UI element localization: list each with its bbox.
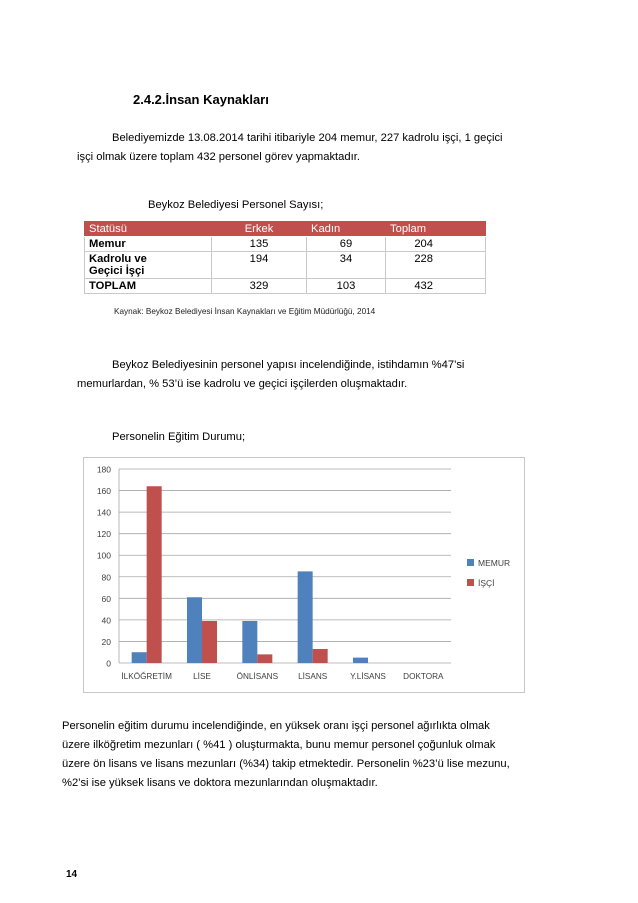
bar-i̇şçi̇ — [257, 654, 272, 663]
legend-swatch — [467, 559, 474, 566]
structure-line-1: Beykoz Belediyesinin personel yapısı incelendiğinde, istihdamın %47’si — [112, 359, 465, 371]
header-status: Statüsü — [85, 222, 212, 237]
header-total: Toplam — [386, 222, 486, 237]
structure-paragraph — [77, 356, 582, 394]
summary-line-1: Personelin eğitim durumu incelendiğinde, en yüksek oranı işçi personel ağırlıkta olmak — [62, 720, 490, 732]
row-status: TOPLAM — [85, 279, 212, 294]
row-male: 194 — [212, 252, 307, 279]
y-tick-label: 100 — [96, 550, 111, 561]
table-caption: Beykoz Belediyesi Personel Sayısı; — [148, 199, 324, 211]
row-status — [85, 252, 212, 279]
x-tick-label: LİSE — [193, 672, 211, 681]
bar-memur — [242, 621, 257, 663]
intro-paragraph — [77, 129, 582, 167]
bar-i̇şçi̇ — [202, 621, 217, 663]
education-chart — [83, 457, 525, 693]
row-status: Memur — [85, 237, 212, 252]
y-tick-label: 120 — [96, 529, 111, 540]
row-female: 103 — [307, 279, 386, 294]
x-tick-label: LİSANS — [298, 672, 328, 681]
summary-line-2: üzere ilköğretim mezunları ( %41 ) oluşturmakta, bunu memur personel çoğunluk olmak — [62, 739, 496, 751]
table-row — [85, 252, 486, 279]
summary-line-3: üzere ön lisans ve lisans mezunları (%34) takip etmektedir. Personelin %23’ü lise mezunu, — [62, 758, 510, 770]
table-source: Kaynak: Beykoz Belediyesi İnsan Kaynakları ve Eğitim Müdürlüğü, 2014 — [114, 307, 376, 316]
row-male: 135 — [212, 237, 307, 252]
y-tick-label: 20 — [101, 636, 111, 647]
y-tick-label: 160 — [96, 486, 111, 497]
row-total: 228 — [386, 252, 486, 279]
summary-paragraph — [62, 717, 577, 793]
legend-label: İŞÇİ — [478, 578, 495, 588]
summary-line-4: %2’si ise yüksek lisans ve doktora mezunlarından oluşmaktadır. — [62, 777, 378, 789]
bar-memur — [353, 658, 368, 663]
chart-caption: Personelin Eğitim Durumu; — [112, 431, 246, 443]
table-row — [85, 279, 486, 294]
table-row — [85, 237, 486, 252]
bar-i̇şçi̇ — [147, 486, 162, 663]
row-total: 204 — [386, 237, 486, 252]
section-heading: 2.4.2.İnsan Kaynakları — [133, 92, 269, 107]
table-header-row — [85, 222, 486, 237]
y-tick-label: 180 — [96, 464, 111, 475]
y-tick-label: 60 — [101, 593, 111, 604]
x-tick-label: DOKTORA — [403, 672, 444, 681]
row-status-line-2: Geçici İşçi — [89, 265, 145, 277]
bar-memur — [298, 571, 313, 663]
row-status-line-1: Kadrolu ve — [89, 253, 147, 265]
row-total: 432 — [386, 279, 486, 294]
y-tick-label: 80 — [101, 572, 111, 583]
structure-line-2: memurlardan, % 53’ü ise kadrolu ve geçici işçilerden oluşmaktadır. — [77, 378, 408, 390]
y-tick-label: 0 — [106, 658, 111, 669]
y-tick-label: 140 — [96, 507, 111, 518]
bar-i̇şçi̇ — [313, 649, 328, 663]
staff-table — [84, 221, 486, 294]
row-female: 69 — [307, 237, 386, 252]
row-female: 34 — [307, 252, 386, 279]
bar-memur — [187, 597, 202, 663]
legend-swatch — [467, 579, 474, 586]
row-male: 329 — [212, 279, 307, 294]
x-tick-label: Y.LİSANS — [350, 672, 386, 681]
x-tick-label: İLKÖĞRETİM — [121, 672, 172, 681]
x-tick-label: ÖNLİSANS — [236, 672, 279, 681]
intro-line-2: işçi olmak üzere toplam 432 personel görev yapmaktadır. — [77, 151, 360, 163]
y-tick-label: 40 — [101, 615, 111, 626]
header-female: Kadın — [307, 222, 386, 237]
intro-line-1: Belediyemizde 13.08.2014 tarihi itibariyle 204 memur, 227 kadrolu işçi, 1 geçici — [112, 132, 503, 144]
header-male: Erkek — [212, 222, 307, 237]
bar-memur — [132, 652, 147, 663]
legend-label: MEMUR — [478, 558, 511, 568]
chart-canvas — [84, 458, 524, 692]
page-number: 14 — [66, 869, 78, 880]
